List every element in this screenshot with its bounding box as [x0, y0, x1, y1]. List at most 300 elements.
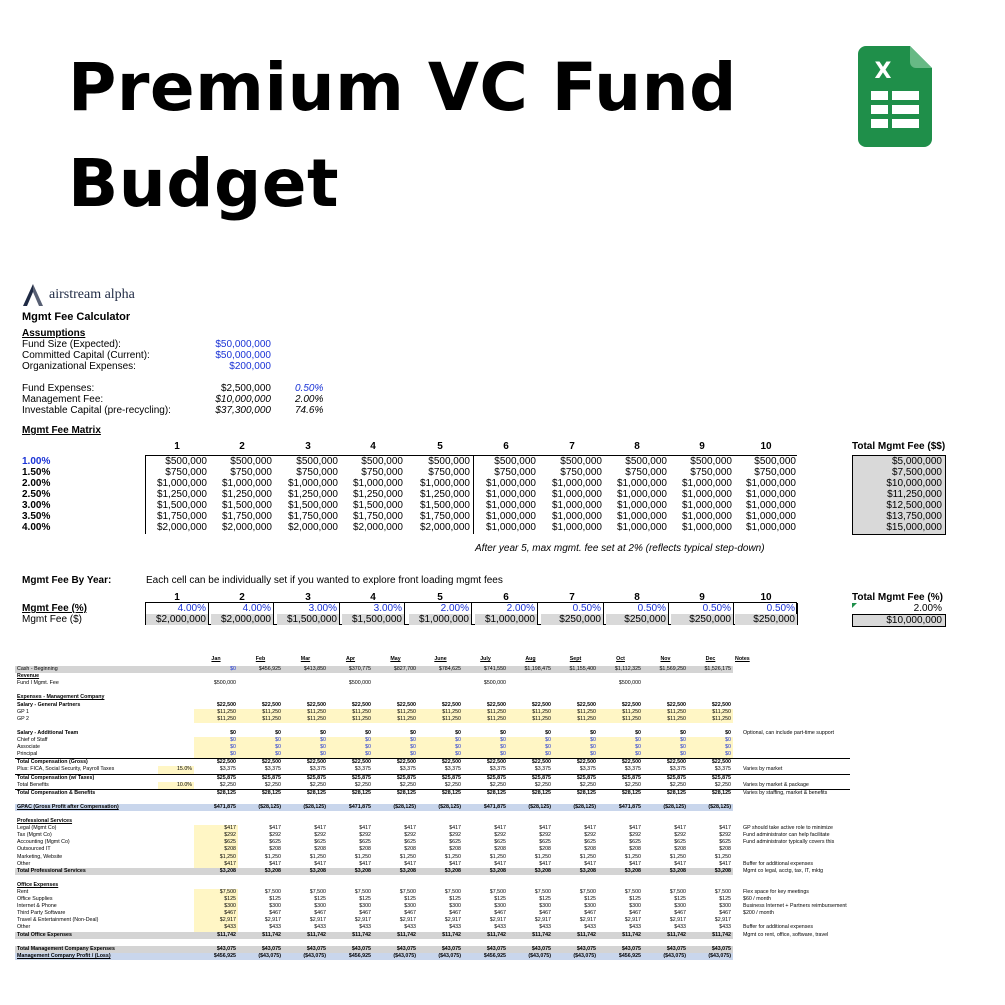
budget-cell[interactable]: $11,250: [238, 716, 283, 723]
expense-percent[interactable]: 0.50%: [295, 383, 324, 394]
budget-cell: $467: [359, 910, 371, 917]
budget-cell: $300: [314, 903, 326, 910]
budget-cell: [238, 694, 283, 701]
budget-cell: $125: [314, 896, 326, 903]
budget-cell: $22,500: [283, 759, 328, 767]
budget-row-note: [733, 811, 850, 818]
budget-cell: $300: [269, 903, 281, 910]
by-year-usd-cell: $250,000: [671, 614, 734, 625]
budget-row-rate: [158, 723, 194, 730]
budget-cell[interactable]: $0: [508, 751, 553, 759]
budget-cell: [463, 882, 508, 889]
budget-cell: $471,875: [463, 804, 508, 811]
budget-cell[interactable]: $0: [328, 737, 373, 744]
budget-cell: [553, 797, 598, 804]
budget-cell: ($28,125): [283, 804, 328, 811]
budget-cell: $467: [719, 910, 731, 917]
budget-cell: ($28,125): [418, 804, 463, 811]
budget-row: [15, 709, 850, 716]
budget-cell: $208: [674, 846, 686, 853]
by-year-pct-input[interactable]: 4.00%: [146, 603, 209, 614]
month-header: Jan: [211, 656, 221, 662]
matrix-row-total: $5,000,000: [891, 456, 942, 467]
budget-cell[interactable]: $11,250: [553, 709, 598, 716]
budget-row: [15, 861, 850, 868]
budget-cell[interactable]: $0: [508, 744, 553, 751]
budget-row-label: Fund I Mgmt. Fee: [17, 680, 59, 687]
by-year-usd-cell: $1,500,000: [342, 614, 405, 625]
budget-cell[interactable]: $0: [373, 737, 418, 744]
budget-cell: [643, 882, 688, 889]
budget-cell[interactable]: $11,250: [643, 716, 688, 723]
budget-row-rate: [158, 825, 194, 832]
budget-cell[interactable]: $0: [463, 744, 508, 751]
budget-row-note: $60 / month: [733, 896, 850, 903]
budget-cell[interactable]: $7,500: [194, 889, 238, 896]
budget-cell: $2,917: [669, 917, 686, 924]
budget-row-label: Travel & Entertainment (Non-Deal): [17, 917, 99, 924]
budget-cell[interactable]: $11,250: [598, 716, 643, 723]
budget-cell[interactable]: $0: [238, 737, 283, 744]
budget-cell[interactable]: $417: [194, 861, 238, 868]
matrix-cell: $2,000,000: [419, 522, 470, 533]
matrix-row-total: $11,250,000: [887, 489, 942, 500]
budget-cell: [508, 818, 553, 825]
budget-cell[interactable]: $11,250: [194, 716, 238, 723]
budget-cell[interactable]: $417: [194, 825, 238, 832]
budget-cell: $417: [584, 860, 596, 867]
budget-cell: $11,742: [688, 932, 733, 939]
budget-row-note: [733, 687, 850, 694]
budget-cell: $22,500: [576, 701, 596, 708]
budget-cell: $43,075: [643, 946, 688, 953]
budget-cell: [553, 673, 598, 680]
budget-cell: $417: [314, 825, 326, 832]
budget-row-rate: [158, 751, 194, 759]
budget-cell: $43,075: [418, 946, 463, 953]
budget-row-rate: [158, 774, 194, 782]
matrix-row-total: $12,500,000: [886, 500, 942, 511]
budget-cell: $22,500: [238, 759, 283, 767]
budget-row-note: [733, 797, 850, 804]
budget-cell: [463, 723, 508, 730]
budget-cell: $7,500: [489, 889, 506, 895]
budget-cell: $467: [674, 910, 686, 917]
budget-cell: [328, 673, 373, 680]
budget-row-note: [733, 882, 850, 889]
budget-cell[interactable]: $0: [688, 737, 733, 744]
budget-row-note: [733, 917, 850, 924]
budget-cell[interactable]: $0: [553, 737, 598, 744]
budget-cell[interactable]: $0: [328, 751, 373, 759]
budget-cell[interactable]: $0: [598, 737, 643, 744]
budget-cell[interactable]: $0: [598, 744, 643, 751]
matrix-year-header: 4: [370, 441, 376, 452]
budget-cell: $467: [629, 910, 641, 917]
budget-row-note: [733, 759, 850, 767]
budget-cell: $292: [404, 832, 416, 839]
budget-cell: $2,917: [264, 917, 281, 924]
calculator-title: Mgmt Fee Calculator: [22, 311, 131, 323]
budget-cell[interactable]: $11,250: [688, 716, 733, 723]
budget-cell: $300: [719, 903, 731, 910]
budget-cell: $417: [674, 860, 686, 867]
month-header: Apr: [345, 656, 356, 662]
budget-cell: [553, 811, 598, 818]
month-header: Nov: [660, 656, 671, 662]
budget-cell: [373, 939, 418, 946]
budget-cell[interactable]: $0: [194, 751, 238, 759]
budget-cell: [643, 694, 688, 701]
budget-row: [15, 687, 850, 694]
budget-cell: [508, 797, 553, 804]
budget-cell[interactable]: $0: [373, 751, 418, 759]
budget-cell: [688, 882, 733, 889]
budget-cell: [598, 687, 643, 694]
budget-cell: [553, 694, 598, 701]
budget-cell: $22,500: [463, 759, 508, 767]
by-year-pct-input[interactable]: 4.00%: [211, 603, 274, 614]
budget-cell[interactable]: $11,250: [238, 709, 283, 716]
budget-cell: $300: [629, 903, 641, 910]
budget-cell: $417: [539, 825, 551, 832]
budget-row-note: [733, 751, 850, 759]
budget-cell: [688, 673, 733, 680]
budget-cell: [283, 673, 328, 680]
budget-cell[interactable]: $11,250: [373, 716, 418, 723]
by-year-total-pct: 2.00%: [913, 603, 942, 614]
budget-cell[interactable]: $11,250: [598, 709, 643, 716]
budget-cell: [238, 811, 283, 818]
budget-cell: $292: [494, 832, 506, 839]
budget-cell[interactable]: $125: [194, 896, 238, 903]
month-header: Oct: [616, 656, 625, 662]
budget-cell: $500,000: [483, 680, 506, 687]
budget-cell: $2,250: [219, 781, 236, 788]
budget-cell[interactable]: $0: [238, 751, 283, 759]
budget-cell: $11,742: [283, 932, 328, 939]
budget-row-note: Business Internet + Partners reimbursement: [733, 903, 850, 910]
notes-header: Notes: [735, 656, 750, 662]
budget-cell: $417: [719, 825, 731, 832]
budget-cell: [508, 673, 553, 680]
budget-row-note: Fund administrator can help facilitate: [733, 832, 850, 839]
budget-cell[interactable]: $0: [418, 751, 463, 759]
budget-row-note: GP should take active role to minimize: [733, 825, 850, 832]
budget-cell[interactable]: $625: [194, 839, 238, 846]
expense-value: $37,300,000: [215, 405, 271, 416]
budget-cell: $433: [314, 924, 326, 931]
budget-cell[interactable]: $0: [418, 744, 463, 751]
budget-row-note: Mgmt co rent, office, software, travel: [733, 932, 850, 939]
matrix-cell: $1,250,000: [419, 489, 470, 500]
budget-cell: [508, 687, 553, 694]
budget-cell[interactable]: $11,250: [328, 716, 373, 723]
budget-cell: [238, 882, 283, 889]
budget-row-label: Total Benefits: [17, 781, 49, 788]
budget-cell: $467: [269, 910, 281, 917]
budget-cell[interactable]: $208: [194, 846, 238, 853]
budget-cell: $433: [539, 924, 551, 931]
budget-cell[interactable]: $0: [553, 751, 598, 759]
budget-cell[interactable]: $292: [194, 832, 238, 839]
month-header: Dec: [705, 656, 716, 662]
budget-cell[interactable]: $11,250: [463, 709, 508, 716]
budget-cell: $2,250: [714, 781, 731, 788]
budget-row-note: [733, 946, 850, 953]
budget-cell: $1,250: [579, 853, 596, 860]
budget-cell[interactable]: $11,250: [508, 716, 553, 723]
budget-cell: [553, 723, 598, 730]
budget-cell[interactable]: $11,250: [418, 709, 463, 716]
budget-cell[interactable]: $0: [194, 737, 238, 744]
matrix-cell: $500,000: [361, 456, 403, 467]
expense-label: Management Fee:: [22, 394, 104, 405]
budget-cell: [328, 875, 373, 882]
hero-title-line2: Budget: [68, 145, 340, 222]
matrix-cell: $2,000,000: [156, 522, 207, 533]
budget-row-label: Internet & Phone: [17, 903, 57, 910]
budget-row: [15, 854, 850, 861]
budget-row: [15, 896, 850, 903]
budget-cell: [283, 694, 328, 701]
matrix-cell: $1,000,000: [485, 478, 536, 489]
budget-row-note: [733, 723, 850, 730]
matrix-fee-rate[interactable]: 1.00%: [22, 456, 51, 467]
budget-cell[interactable]: $0: [643, 737, 688, 744]
budget-cell: [283, 939, 328, 946]
budget-cell[interactable]: $0: [688, 744, 733, 751]
monthly-budget-table: [15, 656, 847, 959]
matrix-cell: $1,000,000: [221, 478, 272, 489]
budget-cell: [238, 673, 283, 680]
budget-cell[interactable]: $0: [553, 744, 598, 751]
assumption-value[interactable]: $50,000,000: [215, 350, 271, 361]
matrix-cell: $500,000: [754, 456, 796, 467]
by-year-title: Mgmt Fee By Year:: [22, 575, 112, 586]
budget-cell[interactable]: $11,250: [463, 716, 508, 723]
matrix-cell: $1,000,000: [745, 500, 796, 511]
budget-row-note: Buffer for additional expenses: [733, 861, 850, 868]
budget-cell: $11,742: [328, 932, 373, 939]
budget-cell: $300: [539, 903, 551, 910]
budget-cell: $467: [404, 910, 416, 917]
budget-row-label: Legal (Mgmt Co): [17, 825, 57, 832]
expense-percent: 74.6%: [295, 405, 324, 416]
budget-row-rate: [158, 744, 194, 751]
budget-cell: $3,375: [624, 766, 641, 773]
budget-row-note: [733, 939, 850, 946]
budget-cell: $25,875: [463, 774, 508, 782]
budget-cell: $433: [584, 924, 596, 931]
budget-row-rate[interactable]: 10.0%: [158, 782, 194, 790]
by-year-pct-input[interactable]: 2.00%: [409, 603, 472, 614]
budget-row: [15, 797, 850, 804]
budget-cell: $3,375: [399, 766, 416, 773]
budget-cell[interactable]: $0: [643, 744, 688, 751]
budget-row-rate: [158, 854, 194, 861]
budget-cell: [643, 875, 688, 882]
budget-cell[interactable]: $0: [463, 751, 508, 759]
budget-row: [15, 694, 850, 701]
matrix-cell: $2,000,000: [221, 522, 272, 533]
budget-cell: $208: [719, 846, 731, 853]
budget-cell: $125: [629, 896, 641, 903]
matrix-cell: $500,000: [690, 456, 732, 467]
budget-cell[interactable]: $1,250: [194, 854, 238, 861]
budget-cell: $3,208: [373, 868, 418, 875]
budget-cell: $0: [365, 729, 371, 736]
budget-cell[interactable]: $0: [283, 751, 328, 759]
matrix-cell: $1,000,000: [551, 500, 602, 511]
matrix-cell: $1,750,000: [287, 511, 338, 522]
budget-cell[interactable]: $0: [328, 744, 373, 751]
budget-cell: $292: [719, 832, 731, 839]
budget-cell: $2,917: [714, 917, 731, 924]
budget-cell[interactable]: $11,250: [373, 709, 418, 716]
budget-cell: $625: [269, 839, 281, 846]
budget-cell[interactable]: $0: [643, 751, 688, 759]
month-header: June: [434, 656, 447, 662]
budget-cell: $22,500: [351, 701, 371, 708]
budget-cell: $456,925: [328, 953, 373, 960]
budget-cell: ($28,125): [553, 804, 598, 811]
budget-cell[interactable]: $433: [194, 924, 238, 931]
budget-cell: $125: [539, 896, 551, 903]
budget-cell: $11,742: [643, 932, 688, 939]
budget-cell[interactable]: $11,250: [194, 709, 238, 716]
budget-cell[interactable]: $0: [418, 737, 463, 744]
budget-row: [15, 680, 850, 687]
budget-cell: $43,075: [373, 946, 418, 953]
budget-row-note: [733, 666, 850, 673]
budget-cell: $500,000: [618, 680, 641, 687]
budget-cell: [598, 797, 643, 804]
budget-cell: $433: [629, 924, 641, 931]
budget-cell: [508, 680, 553, 687]
budget-cell: $3,375: [489, 766, 506, 773]
budget-cell[interactable]: $0: [598, 751, 643, 759]
budget-cell: $625: [629, 839, 641, 846]
matrix-cell: $750,000: [494, 467, 536, 478]
budget-cell[interactable]: $11,250: [418, 716, 463, 723]
budget-cell[interactable]: $300: [194, 903, 238, 910]
assumption-value[interactable]: $200,000: [229, 361, 271, 372]
budget-cell[interactable]: $0: [283, 744, 328, 751]
budget-cell: [463, 875, 508, 882]
budget-cell: $625: [674, 839, 686, 846]
budget-cell: [373, 818, 418, 825]
budget-row: [15, 673, 850, 680]
budget-row-label: Outsourced IT: [17, 846, 51, 853]
budget-row: [15, 730, 850, 737]
budget-cell: $2,917: [624, 917, 641, 924]
budget-cell: $3,208: [688, 868, 733, 875]
budget-row-label: Total Professional Services: [15, 868, 158, 875]
budget-cell: $3,375: [714, 766, 731, 773]
budget-row-label: Management Company Profit / (Loss): [15, 953, 158, 960]
budget-cell[interactable]: $0: [373, 744, 418, 751]
budget-cell: $25,875: [508, 774, 553, 782]
budget-cell: $467: [314, 910, 326, 917]
matrix-cell: $500,000: [230, 456, 272, 467]
matrix-cell: $1,250,000: [287, 489, 338, 500]
budget-cell: $300: [359, 903, 371, 910]
budget-cell[interactable]: $11,250: [553, 716, 598, 723]
budget-cell: $208: [359, 846, 371, 853]
budget-cell[interactable]: $0: [688, 751, 733, 759]
by-year-pct-input[interactable]: 0.50%: [735, 603, 798, 614]
budget-cell[interactable]: $2,917: [194, 917, 238, 924]
budget-cell: $28,125: [328, 789, 373, 797]
budget-cell: $370,775: [328, 666, 373, 673]
budget-cell[interactable]: $11,250: [283, 716, 328, 723]
matrix-row-total: $7,500,000: [891, 467, 942, 478]
budget-cell: $1,250: [264, 853, 281, 860]
budget-row-note: [733, 737, 850, 744]
budget-cell: [283, 680, 328, 687]
budget-cell[interactable]: $0: [283, 737, 328, 744]
budget-cell[interactable]: $11,250: [643, 709, 688, 716]
budget-cell: ($43,075): [553, 953, 598, 960]
budget-row-note: [733, 854, 850, 861]
budget-cell: ($43,075): [508, 953, 553, 960]
budget-cell[interactable]: $11,250: [508, 709, 553, 716]
budget-cell: [238, 875, 283, 882]
assumption-label: Fund Size (Expected):: [22, 339, 121, 350]
budget-cell: $7,500: [264, 889, 281, 895]
budget-row-rate[interactable]: 15.0%: [158, 766, 194, 774]
by-year-pct-input[interactable]: 0.50%: [671, 603, 734, 614]
budget-cell: $28,125: [418, 789, 463, 797]
budget-cell: [418, 939, 463, 946]
budget-cell[interactable]: $11,250: [688, 709, 733, 716]
budget-cell[interactable]: $0: [194, 744, 238, 751]
assumption-value[interactable]: $50,000,000: [215, 339, 271, 350]
matrix-cell: $1,750,000: [419, 511, 470, 522]
by-year-pct-input[interactable]: 2.00%: [475, 603, 538, 614]
budget-cell[interactable]: $11,250: [328, 709, 373, 716]
budget-cell: [688, 680, 733, 687]
budget-cell[interactable]: $0: [463, 737, 508, 744]
by-year-pct-input[interactable]: 3.00%: [342, 603, 405, 614]
matrix-cell: $1,500,000: [352, 500, 403, 511]
budget-cell[interactable]: $0: [238, 744, 283, 751]
by-year-pct-input[interactable]: 3.00%: [277, 603, 340, 614]
budget-cell: $22,500: [194, 759, 238, 767]
budget-cell: $25,875: [328, 774, 373, 782]
budget-cell: $25,875: [553, 774, 598, 782]
matrix-cell: $1,500,000: [419, 500, 470, 511]
by-year-pct-input[interactable]: 0.50%: [606, 603, 669, 614]
budget-cell: $22,500: [418, 759, 463, 767]
budget-cell: $1,250: [624, 853, 641, 860]
budget-cell: [598, 673, 643, 680]
budget-cell: $28,125: [373, 789, 418, 797]
budget-cell: ($28,125): [238, 804, 283, 811]
budget-row: [15, 839, 850, 846]
budget-cell[interactable]: $0: [508, 737, 553, 744]
by-year-year-header: 4: [370, 592, 376, 603]
budget-cell[interactable]: $467: [194, 910, 238, 917]
budget-cell[interactable]: $11,250: [283, 709, 328, 716]
budget-cell: $300: [674, 903, 686, 910]
matrix-cell: $2,000,000: [287, 522, 338, 533]
budget-row-label: Expenses - Management Company: [17, 694, 105, 701]
budget-row-label: Salary - Additional Team: [17, 729, 79, 736]
matrix-cell: $1,000,000: [551, 489, 602, 500]
by-year-pct-input[interactable]: 0.50%: [541, 603, 604, 614]
